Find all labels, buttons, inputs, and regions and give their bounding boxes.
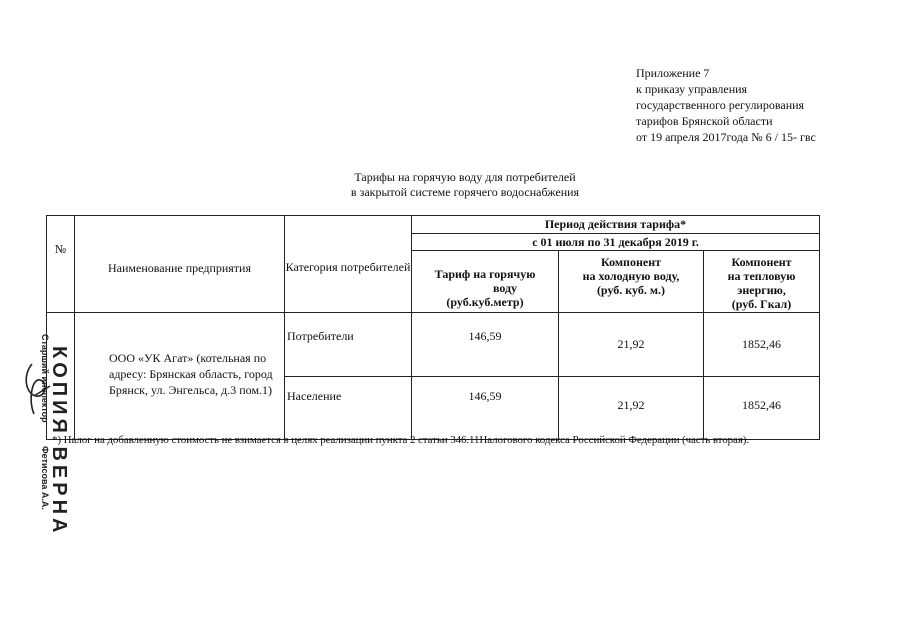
- title-line-1: Тарифы на горячую воду для потребителей: [354, 170, 576, 184]
- tariff-value: 146,59: [412, 313, 559, 377]
- footnote: *) Налог на добавленную стоимость не взимается в целях реализации пункта 2 статьи 346.11Налогового кодекса Российской Федерации (часть вторая).: [52, 434, 749, 446]
- header-cold-component: [559, 251, 704, 313]
- header-heat-component: [704, 251, 820, 313]
- table-row: [47, 313, 820, 377]
- tariff-table: [46, 215, 820, 440]
- signature-icon: [20, 356, 60, 426]
- header-category: Категория потребителей: [285, 216, 412, 313]
- cold-value: 21,92: [559, 377, 704, 440]
- header-tariff-line: (руб.куб.метр): [446, 294, 524, 309]
- header-cold-line: (руб. куб. м.): [596, 283, 666, 297]
- appendix-line: государственного регулирования: [636, 98, 805, 112]
- enterprise-name: ООО «УК Агат» (котельная по адресу: Брянская область, город Брянск, ул. Энгельса, д.3 пом.1): [75, 313, 285, 440]
- header-number: №: [47, 216, 75, 313]
- category-cell: Потребители: [285, 313, 412, 377]
- header-heat-line: на тепловую энергию,: [727, 269, 796, 297]
- appendix-block: [636, 65, 816, 145]
- header-cold-line: на холодную воду,: [582, 269, 680, 283]
- heat-value: 1852,46: [704, 377, 820, 440]
- header-tariff-line: воду: [492, 280, 518, 295]
- title-line-2: в закрытой системе горячего водоснабжения: [350, 185, 580, 199]
- appendix-line: Приложение 7: [636, 66, 710, 80]
- header-tariff: [412, 251, 559, 313]
- header-period: Период действия тарифа*: [412, 216, 820, 234]
- header-cold-line: Компонент: [600, 255, 661, 269]
- appendix-line: тарифов Брянской области: [636, 114, 773, 128]
- header-heat-line: Компонент: [731, 255, 792, 269]
- stamp-name: Фетисова А.А.: [40, 446, 50, 510]
- header-tariff-line: Тариф на горячую: [434, 266, 536, 281]
- stamp-title: КОПИЯ ВЕРНА: [48, 346, 70, 537]
- cold-value: 21,92: [559, 313, 704, 377]
- header-enterprise: Наименование предприятия: [75, 216, 285, 313]
- header-heat-line: (руб. Гкал): [731, 297, 792, 311]
- appendix-line: к приказу управления: [636, 82, 748, 96]
- header-period-dates: с 01 июля по 31 декабря 2019 г.: [412, 234, 820, 251]
- category-cell: Население: [285, 377, 412, 440]
- document-title: [300, 170, 630, 200]
- heat-value: 1852,46: [704, 313, 820, 377]
- appendix-line: от 19 апреля 2017года № 6 / 15- гвс: [636, 130, 816, 144]
- stamp-position: Старший инспектор: [40, 334, 50, 423]
- copy-stamp: [20, 326, 100, 537]
- tariff-value: 146,59: [412, 377, 559, 440]
